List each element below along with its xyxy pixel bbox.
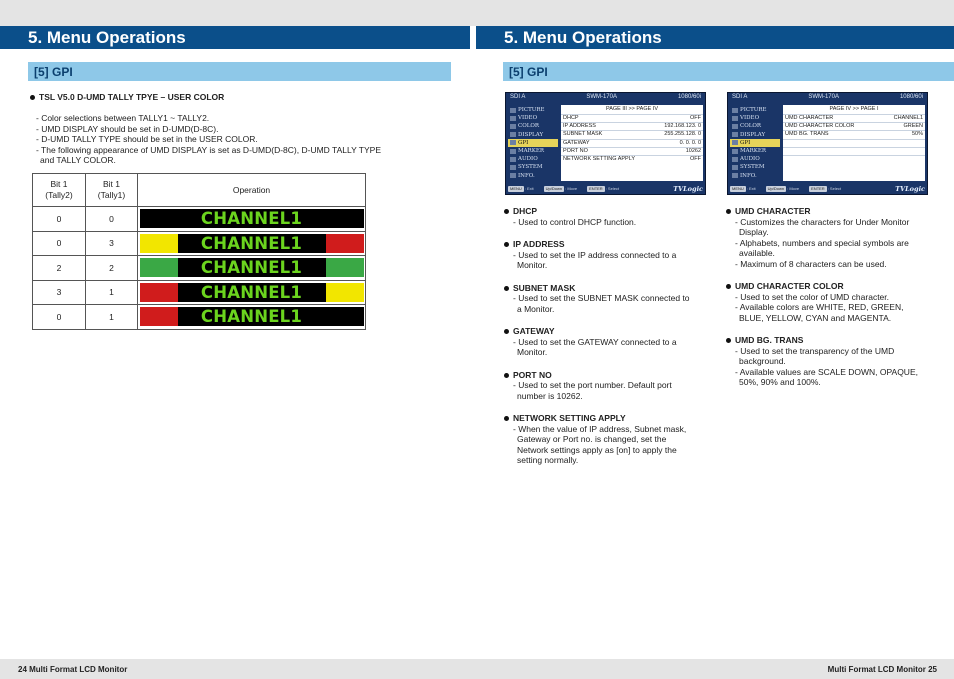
key-label: : Move	[565, 186, 578, 191]
cell-tally2: 0	[33, 231, 86, 256]
menu-item-gpi[interactable]	[508, 139, 558, 147]
umd-display	[140, 307, 364, 326]
cell-tally2: 2	[33, 256, 86, 281]
monitor-screen-page4	[727, 92, 928, 195]
table-row	[33, 207, 366, 232]
umd-text: CHANNEL1	[200, 233, 303, 253]
cell-tally2: 0	[33, 305, 86, 330]
setting-description	[504, 370, 709, 402]
menu-item-label: MARKER	[740, 148, 767, 155]
tvlogic-logo: TVLogic	[673, 184, 703, 193]
bullet-icon	[30, 95, 35, 100]
right-page-title: 5. Menu Operations	[476, 26, 954, 49]
menu-item-label: AUDIO	[518, 156, 538, 163]
cell-tally1: 3	[86, 231, 138, 256]
setting-description	[504, 413, 709, 466]
right-page-footer: Multi Format LCD Monitor 25	[827, 665, 937, 674]
screen-menu	[730, 106, 780, 180]
table-row	[33, 231, 366, 256]
setting-value: 50%	[911, 131, 923, 138]
setting-title: DHCP	[504, 206, 709, 217]
menu-item-label: COLOR	[518, 123, 540, 130]
umd-display	[140, 258, 364, 277]
bullet-icon	[504, 209, 509, 214]
header-tally2-text: Bit 1 (Tally2)	[45, 179, 73, 200]
screen-source: SDI A	[732, 94, 748, 100]
screen-format: 1080/60i	[899, 94, 923, 100]
setting-title: UMD BG. TRANS	[726, 335, 936, 346]
menu-item-icon	[732, 108, 738, 113]
setting-description	[726, 206, 936, 269]
umd-display	[140, 283, 364, 302]
top-strip	[0, 0, 954, 26]
description-line: Network settings apply as [on] to apply the	[517, 444, 677, 455]
setting-value: 192.168.123. 0	[664, 123, 701, 130]
menu-item-icon	[510, 108, 516, 113]
description-line: - When the value of IP address, Subnet mask,	[513, 423, 687, 434]
menu-item-label: SYSTEM	[740, 164, 765, 171]
description-line: - Available colors are WHITE, RED, GREEN,	[735, 302, 904, 312]
tally-subheading: TSL V5.0 D-UMD TALLY TPYE – USER COLOR	[30, 92, 224, 102]
table-row	[33, 305, 366, 330]
setting-value: OFF	[690, 155, 701, 162]
footer-bar	[0, 659, 954, 679]
setting-title: IP ADDRESS	[504, 239, 709, 250]
left-page-footer: 24 Multi Format LCD Monitor	[18, 665, 128, 674]
menu-item-label: COLOR	[740, 123, 762, 130]
screen-bottom-bar	[508, 184, 703, 193]
header-operation: Operation	[138, 174, 366, 207]
setting-description	[726, 281, 936, 323]
menu-item-label: DISPLAY	[518, 131, 544, 138]
umd-text: CHANNEL1	[200, 258, 303, 278]
menu-item-icon	[732, 124, 738, 129]
menu-item-picture[interactable]	[730, 106, 780, 114]
left-page-title: 5. Menu Operations	[0, 26, 470, 49]
menu-item-icon	[510, 124, 516, 129]
cell-tally1: 1	[86, 280, 138, 305]
screen-bottom-bar	[730, 184, 925, 193]
umd-settings-column	[726, 206, 936, 400]
setting-row[interactable]	[783, 139, 925, 147]
menu-item-icon	[510, 149, 516, 154]
description-line: - Available values are SCALE DOWN, OPAQUE,	[735, 366, 918, 377]
menu-item-label: VIDEO	[740, 115, 760, 122]
menu-item-label: GPI	[518, 139, 529, 146]
menu-item-color[interactable]	[730, 122, 780, 130]
description-line: - Alphabets, numbers and special symbols are	[735, 237, 909, 248]
updown-key: Up/Down	[767, 185, 785, 191]
setting-label: GATEWAY	[563, 139, 590, 146]
desc-line: - D-UMD TALLY TYPE should be set in the USER COLOR.	[36, 134, 258, 144]
menu-item-audio[interactable]	[508, 155, 558, 163]
menu-item-info[interactable]	[730, 172, 780, 180]
screen-top-bar	[506, 93, 705, 102]
cell-tally1: 1	[86, 305, 138, 330]
setting-title: PORT NO	[504, 370, 709, 381]
setting-description	[504, 326, 709, 358]
tally-right-indicator	[326, 307, 364, 326]
menu-item-icon	[732, 149, 738, 154]
menu-item-label: INFO.	[518, 172, 535, 179]
menu-item-label: SYSTEM	[518, 164, 543, 171]
setting-value: OFF	[690, 115, 701, 121]
description-line: Display.	[739, 227, 769, 237]
umd-text: CHANNEL1	[200, 209, 303, 229]
screen-rows	[561, 114, 703, 163]
setting-row[interactable]	[783, 122, 925, 130]
menu-item-picture[interactable]	[508, 106, 558, 114]
setting-row[interactable]	[561, 114, 703, 122]
menu-item-icon	[510, 173, 516, 178]
screen-page-title: PAGE III >> PAGE IV	[605, 106, 659, 112]
cell-operation	[138, 207, 366, 232]
screen-source: SDI A	[510, 94, 526, 100]
menu-item-icon	[510, 140, 516, 145]
description-line: - Used to set the port number. Default port	[513, 380, 672, 390]
description-line: - Used to set the SUBNET MASK connected to	[513, 293, 690, 303]
bullet-icon	[726, 209, 731, 214]
bullet-icon	[504, 373, 509, 378]
header-tally1-text: Bit 1 (Tally1)	[97, 179, 126, 200]
tvlogic-logo: TVLogic	[895, 184, 925, 193]
menu-item-info[interactable]	[508, 172, 558, 180]
menu-key: MENU	[510, 185, 522, 191]
menu-item-icon	[732, 157, 738, 162]
setting-description	[504, 206, 709, 227]
umd-text: CHANNEL1	[200, 282, 303, 302]
bullet-icon	[504, 416, 509, 421]
tally-left-indicator	[140, 283, 178, 302]
key-label: : Move	[787, 186, 800, 191]
description-line: - Customizes the characters for Under Monitor	[735, 216, 910, 227]
key-label: : Select	[605, 186, 620, 191]
description-line: Monitor.	[517, 347, 548, 357]
menu-item-icon	[732, 173, 738, 178]
menu-item-label: INFO.	[740, 172, 757, 179]
menu-item-label: VIDEO	[518, 115, 538, 122]
tally-left-indicator	[140, 234, 178, 253]
menu-key: MENU	[732, 185, 744, 191]
screen-format: 1080/60i	[677, 94, 701, 100]
setting-row[interactable]	[561, 122, 703, 130]
setting-title: NETWORK SETTING APPLY	[504, 413, 709, 424]
menu-item-label: AUDIO	[740, 156, 760, 163]
setting-value: CHANNEL1	[893, 115, 923, 121]
setting-label: UMD CHARACTER	[785, 115, 834, 121]
menu-item-icon	[510, 132, 516, 137]
desc-line: - UMD DISPLAY should be set in D-UMD(D-8C).	[36, 123, 219, 134]
description-line: - Used to set the GATEWAY connected to a	[513, 336, 677, 347]
umd-text: CHANNEL1	[200, 307, 303, 327]
tally-description	[36, 113, 381, 166]
setting-value: GREEN	[903, 123, 923, 130]
menu-item-color[interactable]	[508, 122, 558, 130]
screen-rows	[783, 114, 925, 163]
description-line: - Maximum of 8 characters can be used.	[735, 258, 887, 269]
setting-row[interactable]	[783, 114, 925, 122]
enter-key: ENTER	[589, 185, 603, 191]
setting-label: UMD CHARACTER COLOR	[785, 123, 855, 130]
menu-item-label: PICTURE	[518, 107, 545, 114]
monitor-screen-page3	[505, 92, 706, 195]
description-line: BLUE, YELLOW, CYAN and MAGENTA.	[739, 312, 892, 323]
menu-item-icon	[732, 132, 738, 137]
cell-tally2: 0	[33, 207, 86, 232]
setting-row[interactable]	[561, 147, 703, 155]
right-section-heading: [5] GPI	[503, 62, 954, 81]
setting-label: IP ADDRESS	[563, 123, 596, 130]
tally-right-indicator	[326, 209, 364, 228]
screen-page-title: PAGE IV >> PAGE I	[829, 106, 879, 112]
setting-description	[504, 239, 709, 271]
description-line: available.	[739, 248, 775, 258]
tally-table	[32, 173, 366, 330]
umd-display	[140, 209, 364, 228]
tally-right-indicator	[326, 234, 364, 253]
description-line: - Used to set the IP address connected to a	[513, 249, 677, 260]
tally-right-indicator	[326, 283, 364, 302]
setting-title: GATEWAY	[504, 326, 709, 337]
menu-item-marker[interactable]	[730, 147, 780, 155]
cell-operation	[138, 280, 366, 305]
description-line: - Used to set the color of UMD character.	[735, 291, 890, 302]
setting-label: DHCP	[563, 115, 579, 121]
setting-label: PORT NO	[563, 147, 588, 154]
table-row	[33, 280, 366, 305]
screen-model: SWM-170A	[808, 94, 839, 100]
key-label: : Exit	[746, 186, 756, 191]
screen-top-bar	[728, 93, 927, 102]
setting-row[interactable]	[783, 130, 925, 138]
table-header-row	[33, 174, 366, 207]
updown-key: Up/Down	[545, 185, 563, 191]
setting-label: NETWORK SETTING APPLY	[563, 155, 636, 162]
screen-panel	[783, 105, 925, 181]
bullet-icon	[726, 284, 731, 289]
menu-item-label: GPI	[740, 139, 751, 146]
tally-left-indicator	[140, 209, 178, 228]
menu-item-system[interactable]	[508, 163, 558, 171]
cell-tally1: 0	[86, 207, 138, 232]
key-label: : Select	[827, 186, 842, 191]
desc-line: and TALLY COLOR.	[40, 155, 116, 165]
description-line: number is 10262.	[517, 390, 583, 401]
key-label: : Exit	[524, 186, 534, 191]
menu-item-icon	[732, 116, 738, 121]
screen-menu	[508, 106, 558, 180]
setting-title: SUBNET MASK	[504, 283, 709, 294]
description-line: a Monitor.	[517, 303, 555, 314]
menu-item-system[interactable]	[730, 163, 780, 171]
header-tally1	[86, 174, 138, 207]
setting-title: UMD CHARACTER COLOR	[726, 281, 936, 292]
description-line: background.	[739, 356, 786, 366]
menu-item-icon	[732, 165, 738, 170]
bullet-icon	[504, 329, 509, 334]
setting-row[interactable]	[561, 130, 703, 138]
header-tally2	[33, 174, 86, 207]
tally-left-indicator	[140, 307, 178, 326]
menu-item-label: MARKER	[518, 148, 545, 155]
setting-row[interactable]	[561, 139, 703, 147]
setting-label: SUBNET MASK	[563, 131, 603, 138]
bullet-icon	[726, 338, 731, 343]
menu-item-display[interactable]	[730, 131, 780, 139]
setting-row[interactable]	[783, 155, 925, 163]
description-line: - Used to control DHCP function.	[513, 216, 637, 227]
description-line: Monitor.	[517, 260, 548, 270]
tally-left-indicator	[140, 258, 178, 277]
menu-item-icon	[732, 140, 738, 145]
menu-item-audio[interactable]	[730, 155, 780, 163]
cell-operation	[138, 305, 366, 330]
tally-right-indicator	[326, 258, 364, 277]
setting-value: 10262	[685, 147, 701, 154]
menu-item-video[interactable]	[730, 114, 780, 122]
enter-key: ENTER	[811, 185, 825, 191]
cell-tally1: 2	[86, 256, 138, 281]
description-line: setting normally.	[517, 455, 579, 465]
description-line: - Used to set the transparency of the UMD	[735, 345, 895, 356]
desc-line: - Color selections between TALLY1 ~ TALLY2.	[36, 113, 210, 123]
tally-rows	[33, 207, 366, 330]
menu-item-marker[interactable]	[508, 147, 558, 155]
table-row	[33, 256, 366, 281]
menu-item-icon	[510, 116, 516, 121]
menu-item-gpi[interactable]	[730, 139, 780, 147]
setting-description	[504, 283, 709, 315]
menu-item-video[interactable]	[508, 114, 558, 122]
menu-item-display[interactable]	[508, 131, 558, 139]
setting-title: UMD CHARACTER	[726, 206, 936, 217]
desc-line: - The following appearance of UMD DISPLAY is set as D-UMD(D-8C), D-UMD TALLY TYPE	[36, 144, 381, 155]
screen-model: SWM-170A	[586, 94, 617, 100]
setting-value: 255.255.128. 0	[664, 131, 701, 138]
cell-operation	[138, 256, 366, 281]
bullet-icon	[504, 286, 509, 291]
setting-label: UMD BG. TRANS	[785, 131, 829, 138]
cell-tally2: 3	[33, 280, 86, 305]
setting-row[interactable]	[561, 155, 703, 163]
description-line: 50%, 90% and 100%.	[739, 377, 821, 387]
umd-display	[140, 234, 364, 253]
cell-operation	[138, 231, 366, 256]
description-line: Gateway or Port no. is changed, set the	[517, 434, 667, 444]
menu-item-label: DISPLAY	[740, 131, 766, 138]
bullet-icon	[504, 242, 509, 247]
menu-item-icon	[510, 165, 516, 170]
setting-description	[726, 335, 936, 388]
menu-item-label: PICTURE	[740, 107, 767, 114]
menu-item-icon	[510, 157, 516, 162]
network-settings-column	[504, 206, 709, 478]
setting-row[interactable]	[783, 147, 925, 155]
setting-value: 0. 0. 0. 0	[679, 139, 701, 146]
left-section-heading: [5] GPI	[28, 62, 451, 81]
screen-panel	[561, 105, 703, 181]
